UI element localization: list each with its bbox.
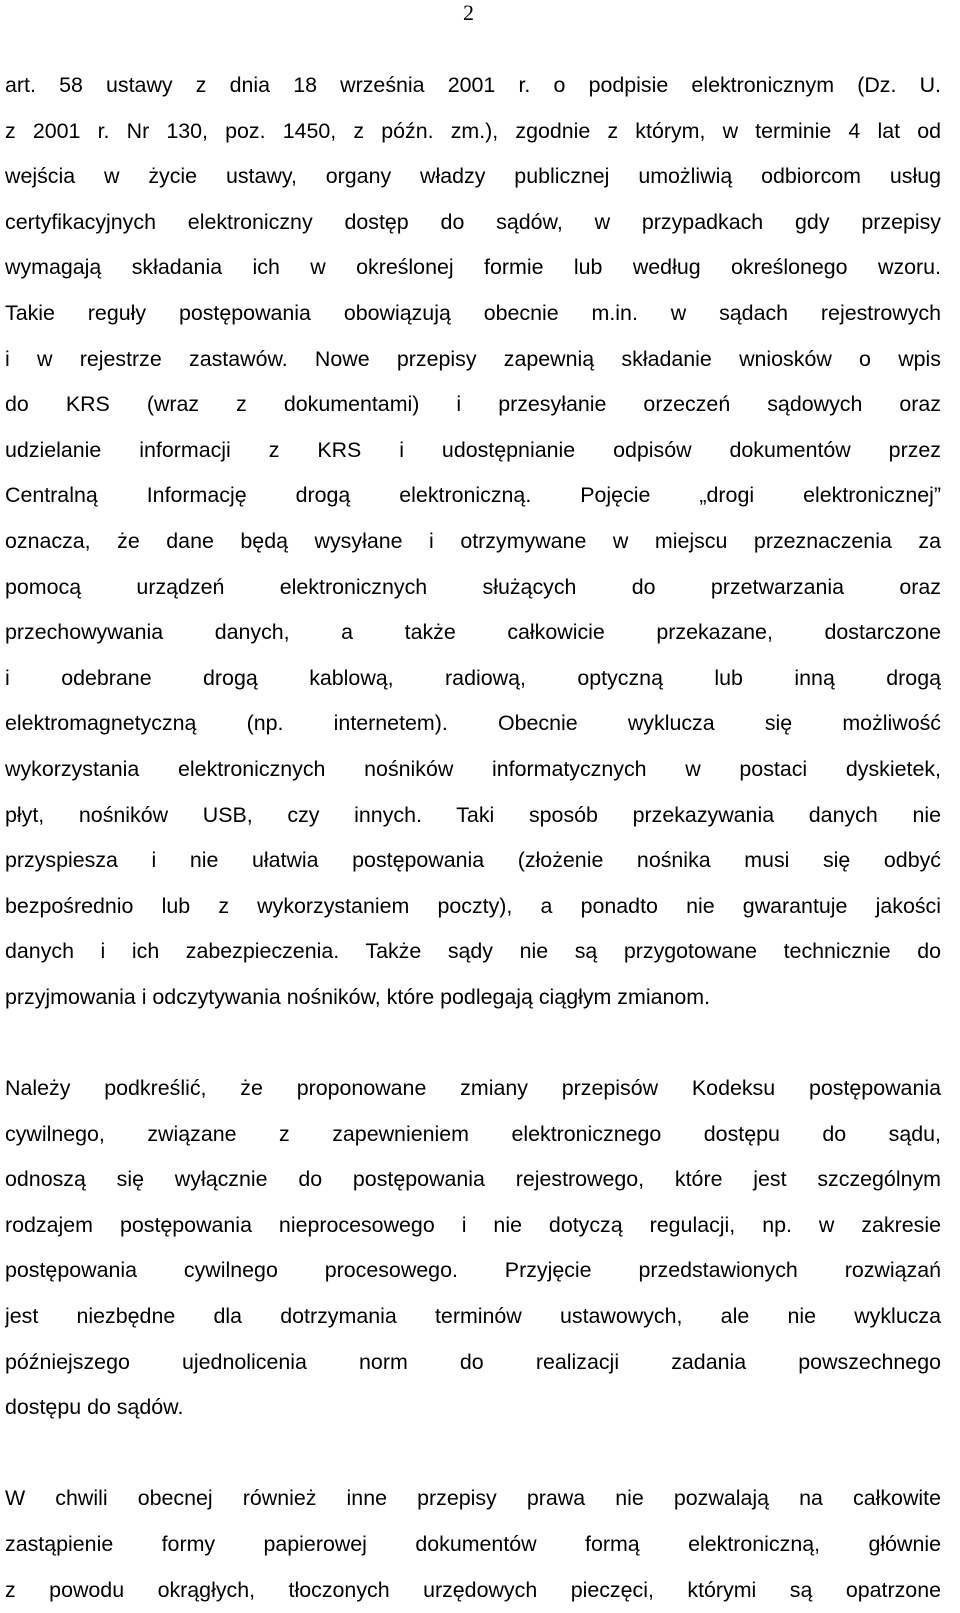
text-line: elektromagnetyczną (np. internetem). Obecnie wyklucza się możliwość <box>5 711 941 736</box>
page-number: 2 <box>463 0 474 25</box>
text-line: bezpośrednio lub z wykorzystaniem poczty), a ponadto nie gwarantuje jakości <box>5 893 941 918</box>
paragraph-spacer <box>5 1020 941 1066</box>
text-line: płyt, nośników USB, czy innych. Taki sposób przekazywania danych nie <box>5 802 941 827</box>
text-line: późniejszego ujednolicenia norm do realizacji zadania powszechnego <box>5 1349 941 1374</box>
paragraph-2 <box>5 1066 941 1431</box>
text-line: przechowywania danych, a także całkowicie przekazane, dostarczone <box>5 620 941 645</box>
text-line: Takie reguły postępowania obowiązują obecnie m.in. w sądach rejestrowych <box>5 300 941 325</box>
text-line: udzielanie informacji z KRS i udostępnianie odpisów dokumentów przez <box>5 437 941 462</box>
text-line: przyspiesza i nie ułatwia postępowania (złożenie nośnika musi się odbyć <box>5 848 941 873</box>
text-line: rodzajem postępowania nieprocesowego i nie dotyczą regulacji, np. w zakresie <box>5 1212 941 1237</box>
paragraph-spacer <box>5 1431 941 1477</box>
text-line: wymagają składania ich w określonej formie lub według określonego wzoru. <box>5 255 941 280</box>
text-line: cywilnego, związane z zapewnieniem elektronicznego dostępu do sądu, <box>5 1121 941 1146</box>
document-body <box>5 63 941 1613</box>
text-line: przyjmowania i odczytywania nośników, które podlegają ciągłym zmianom. <box>5 984 711 1009</box>
text-line: danych i ich zabezpieczenia. Także sądy nie są przygotowane technicznie do <box>5 939 941 964</box>
text-line: i odebrane drogą kablową, radiową, optyczną lub inną drogą <box>5 665 941 690</box>
paragraph-3 <box>5 1476 941 1613</box>
text-line: z 2001 r. Nr 130, poz. 1450, z późn. zm.), zgodnie z którym, w terminie 4 lat od <box>5 118 941 143</box>
text-line: odnoszą się wyłącznie do postępowania rejestrowego, które jest szczególnym <box>5 1167 941 1192</box>
text-line: zastąpienie formy papierowej dokumentów formą elektroniczną, głównie <box>5 1532 941 1556</box>
text-line: do KRS (wraz z dokumentami) i przesyłanie orzeczeń sądowych oraz <box>5 392 941 417</box>
text-line: jest niezbędne dla dotrzymania terminów ustawowych, ale nie wyklucza <box>5 1304 941 1329</box>
text-line: Należy podkreślić, że proponowane zmiany przepisów Kodeksu postępowania <box>5 1076 941 1101</box>
text-line: oznacza, że dane będą wysyłane i otrzymywane w miejscu przeznaczenia za <box>5 528 941 553</box>
text-line: wejścia w życie ustawy, organy władzy publicznej umożliwią odbiorcom usług <box>5 164 941 189</box>
text-line: certyfikacyjnych elektroniczny dostęp do sądów, w przypadkach gdy przepisy <box>5 209 941 234</box>
text-line: z powodu okrągłych, tłoczonych urzędowych pieczęci, którymi są opatrzone <box>5 1577 941 1602</box>
text-line: i w rejestrze zastawów. Nowe przepisy zapewnią składanie wniosków o wpis <box>5 346 941 371</box>
paragraph-1 <box>5 63 941 1020</box>
text-line: dostępu do sądów. <box>5 1395 184 1420</box>
text-line: Centralną Informację drogą elektroniczną. Pojęcie „drogi elektronicznej” <box>5 483 941 508</box>
text-line: art. 58 ustawy z dnia 18 września 2001 r. o podpisie elektronicznym (Dz. U. <box>5 73 941 97</box>
text-line: postępowania cywilnego procesowego. Przyjęcie przedstawionych rozwiązań <box>5 1258 941 1283</box>
text-line: W chwili obecnej również inne przepisy prawa nie pozwalają na całkowite <box>5 1486 941 1511</box>
text-line: wykorzystania elektronicznych nośników informatycznych w postaci dyskietek, <box>5 756 941 781</box>
text-line: pomocą urządzeń elektronicznych służących do przetwarzania oraz <box>5 574 941 599</box>
